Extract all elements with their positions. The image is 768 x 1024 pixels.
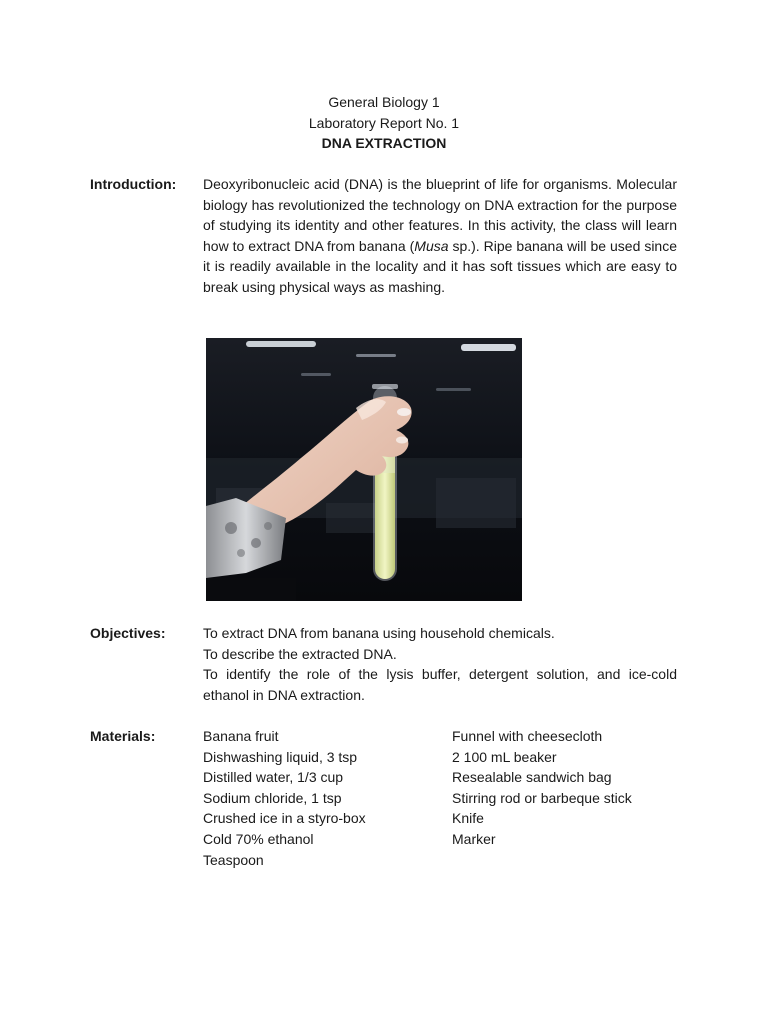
material-item: Knife [452,810,484,827]
material-item: Marker [452,830,496,847]
introduction-text [203,174,677,298]
material-item: Banana fruit [203,728,279,744]
material-item: Stirring rod or barbeque stick [452,789,632,806]
report-number: Laboratory Report No. 1 [308,114,460,131]
introduction-text-part1: Deoxyribonucleic acid (DNA) is the blueprint of life for organisms. Molecular biology has revolutionized the technology on DNA extraction for the purpose of studying its identity and other features. In this activity, the class will learn how to extract DNA from banana ( [203,176,677,254]
material-item: 2 100 mL beaker [452,748,557,765]
material-item: Cold 70% ethanol [203,830,314,847]
material-item: Crushed ice in a styro-box [203,810,366,827]
materials-column-left [203,726,443,870]
course-name: General Biology 1 [328,94,440,110]
material-item: Dishwashing liquid, 3 tsp [203,748,358,765]
material-item: Distilled water, 1/3 cup [203,769,344,786]
objective-item: To extract DNA from banana using household chemicals. [203,625,555,641]
report-title: DNA EXTRACTION [321,135,447,151]
objective-item: To describe the extracted DNA. [203,645,397,662]
objectives-list [203,623,677,705]
material-item: Teaspoon [203,851,264,868]
material-item: Funnel with cheesecloth [452,728,603,744]
introduction-genus: Musa [414,237,449,254]
introduction-text-part2: sp.). Ripe banana will be used since it is readily available in the locality and it has soft tissues which are easy to break using physical ways as mashing. [203,237,677,295]
report-header [0,92,768,154]
introduction-label: Introduction: [90,176,177,192]
materials-label: Materials: [90,728,156,744]
objective-item: To identify the role of the lysis buffer, detergent solution, and ice-cold ethanol in DNA extraction. [203,666,677,703]
hand-holding-test-tube-photo-icon [206,338,522,601]
test-tube-photo [206,338,522,601]
materials-column-right [452,726,682,850]
material-item: Resealable sandwich bag [452,769,612,786]
material-item: Sodium chloride, 1 tsp [203,789,342,806]
objectives-label: Objectives: [90,625,166,641]
